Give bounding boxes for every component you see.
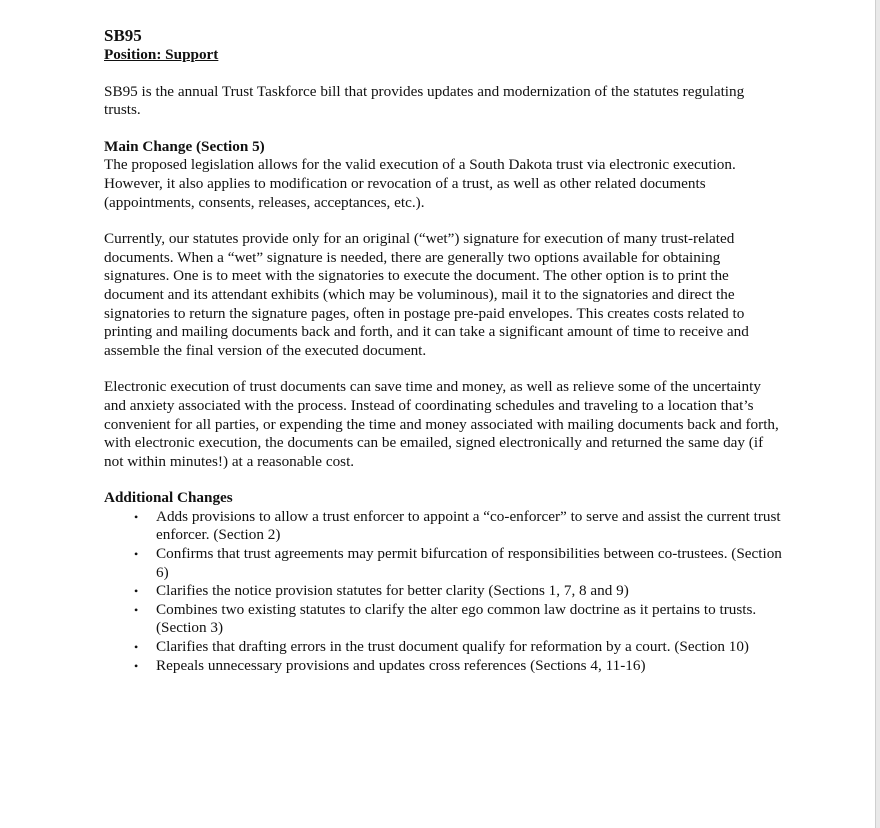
bullet-icon: •	[134, 658, 139, 673]
list-item	[104, 657, 784, 676]
spacer	[104, 471, 784, 489]
list-item-text: Clarifies that drafting errors in the trust document qualify for reformation by a court. (Section 10)	[156, 638, 749, 656]
list-item-text: Confirms that trust agreements may permit bifurcation of responsibilities between co-trustees. (Section 6)	[156, 545, 782, 581]
document-content	[104, 26, 784, 675]
list-item	[104, 545, 784, 582]
main-change-paragraph-2: Currently, our statutes provide only for an original (“wet”) signature for execution of many trust-related documents. When a “wet” signature is needed, there are generally two options available for obtaining signatures. One is to meet with the signatories to execute the document. The other option is to print the document and its attendant exhibits (which may be voluminous), mail it to the signatories and direct the signatories to return the signature pages, often in postage pre-paid envelopes. This creates costs related to printing and mailing documents back and forth, and it can take a significant amount of time to receive and assemble the final version of the executed document.	[104, 230, 749, 359]
list-item-text: Clarifies the notice provision statutes for better clarity (Sections 1, 7, 8 and 9)	[156, 582, 629, 600]
bullet-icon: •	[134, 584, 139, 599]
position-statement: Position: Support	[104, 46, 219, 63]
main-change-paragraph-1: The proposed legislation allows for the valid execution of a South Dakota trust via electronic execution. However, it also applies to modification or revocation of a trust, as well as other related documents (appointments, consents, releases, acceptances, etc.).	[104, 156, 736, 211]
bullet-icon: •	[134, 602, 139, 617]
intro-paragraph: SB95 is the annual Trust Taskforce bill that provides updates and modernization of the statutes regulating trusts.	[104, 82, 745, 119]
list-item-text: Combines two existing statutes to clarify the alter ego common law doctrine as it pertains to trusts. (Section 3)	[156, 600, 757, 637]
list-item	[104, 638, 784, 657]
spacer	[104, 65, 784, 83]
spacer	[104, 120, 784, 138]
bullet-icon: •	[134, 547, 139, 562]
bullet-icon: •	[134, 640, 139, 655]
bullet-icon: •	[134, 509, 139, 524]
bill-title: SB95	[104, 26, 142, 45]
list-item	[104, 601, 784, 638]
list-item-text: Repeals unnecessary provisions and updates cross references (Sections 4, 11-16)	[156, 656, 646, 674]
spacer	[104, 360, 784, 378]
list-item-text: Adds provisions to allow a trust enforcer to appoint a “co-enforcer” to serve and assist the current trust enforcer. (Section 2)	[156, 507, 781, 544]
spacer	[104, 212, 784, 230]
additional-changes-heading: Additional Changes	[104, 489, 233, 507]
main-change-heading: Main Change (Section 5)	[104, 137, 265, 155]
list-item	[104, 582, 784, 601]
list-item	[104, 508, 784, 545]
main-change-paragraph-3: Electronic execution of trust documents can save time and money, as well as relieve some of the uncertainty and anxiety associated with the process. Instead of coordinating schedules and traveling to a location that’s convenient for all parties, or expending the time and money associated with mailing documents back and forth, with electronic execution, the documents can be emailed, signed electronically and returned the same day (if not within minutes!) at a reasonable cost.	[104, 378, 779, 470]
additional-changes-list	[104, 508, 784, 675]
